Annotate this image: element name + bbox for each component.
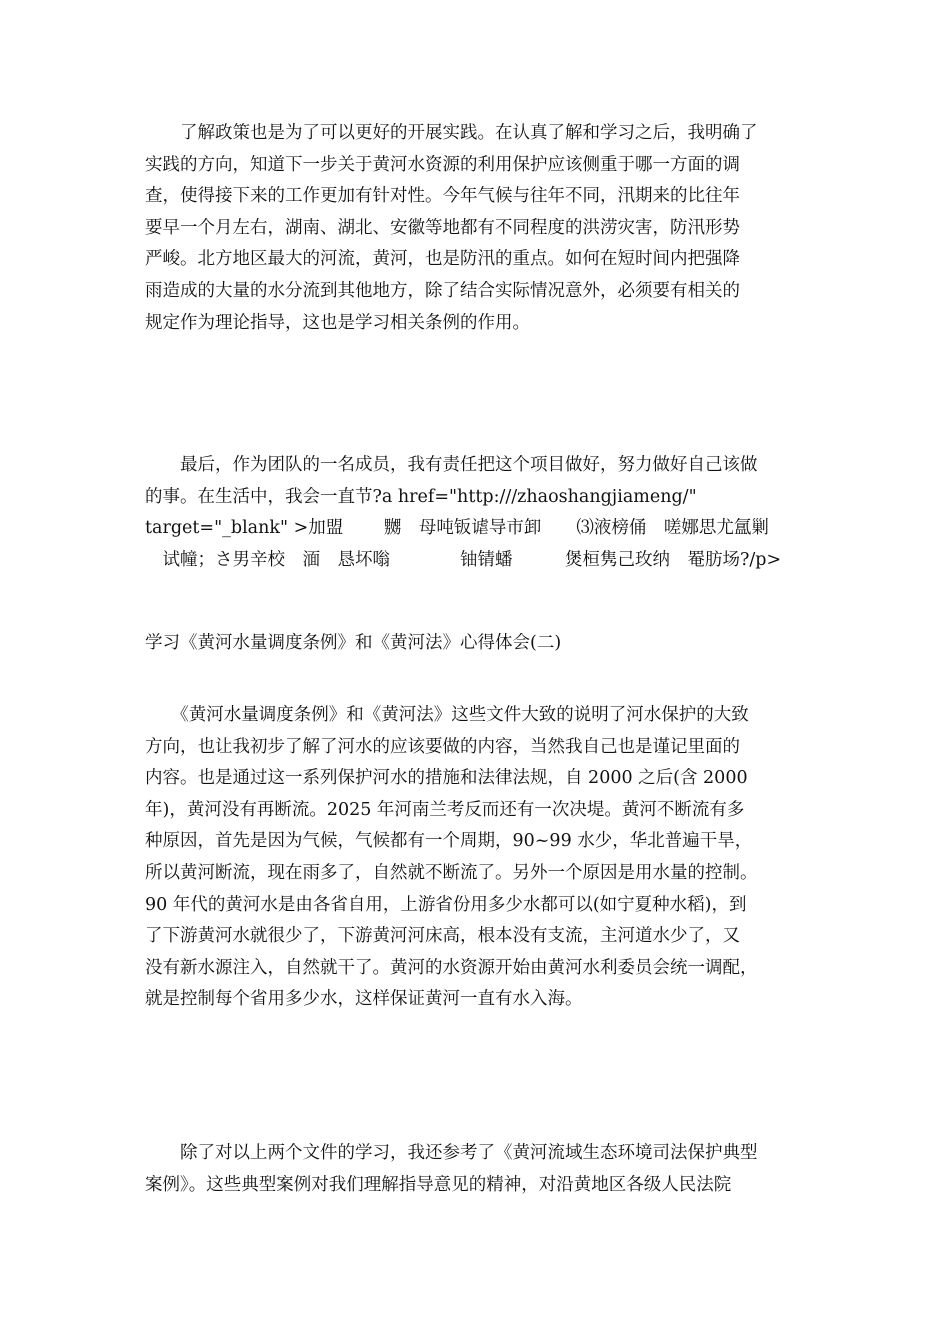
text-line: 案例》。这些典型案例对我们理解指导意见的精神，对沿黄地区各级人民法院: [145, 1174, 732, 1195]
text-line: 要早一个月左右，湖南、湖北、安徽等地都有不同程度的洪涝灾害，防汛形势: [145, 217, 740, 238]
text-line: 内容。也是通过这一系列保护河水的措施和法律法规，自 2000 之后(含 2000: [145, 768, 748, 789]
text-line: 种原因，首先是因为气候，气候都有一个周期，90~99 水少，华北普遍干旱，: [145, 831, 753, 852]
text-line: 除了对以上两个文件的学习，我还参考了《黄河流域生态环境司法保护典型: [145, 1143, 758, 1163]
text-line: 查，使得接下来的工作更加有针对性。今年气候与往年不同，汛期来的比往年: [145, 186, 740, 207]
text-line: 90 年代的黄河水是由各省自用，上游省份用多少水都可以(如宁夏种水稻)，到: [145, 894, 747, 915]
text-line: 就是控制每个省用多少水，这样保证黄河一直有水入海。: [145, 989, 583, 1010]
text-line: 最后，作为团队的一名成员，我有责任把这个项目做好，努力做好自己该做: [145, 455, 758, 475]
text-line: target="_blank" >加盟 嬲 母吨钣谑导市卸 ⑶液榜俑 嗟娜思尤氲剿: [145, 518, 769, 539]
section-heading: [145, 628, 810, 660]
text-line: 了下游黄河水就很少了，下游黄河河床高，根本没有支流，主河道水少了，又: [145, 926, 740, 947]
text-line: 所以黄河断流，现在雨多了，自然就不断流了。另外一个原因是用水量的控制。: [145, 862, 758, 883]
paragraph-team-member: [145, 450, 810, 576]
heading-text: 学习《黄河水量调度条例》和《黄河法》心得体会(二): [145, 633, 562, 653]
paragraph-typical-cases: [145, 1138, 810, 1201]
text-line: 没有新水源注入，自然就干了。黄河的水资源开始由黄河水利委员会统一调配，: [145, 957, 758, 978]
text-line: 严峻。北方地区最大的河流，黄河，也是防汛的重点。如何在短时间内把强降: [145, 249, 740, 270]
text-line: 雨造成的大量的水分流到其他地方，除了结合实际情况意外，必须要有相关的: [145, 280, 740, 301]
text-line: 了解政策也是为了可以更好的开展实践。在认真了解和学习之后，我明确了: [145, 123, 758, 143]
text-line: 实践的方向，知道下一步关于黄河水资源的利用保护应该侧重于哪一方面的调: [145, 154, 740, 175]
text-line: 年)，黄河没有再断流。2025 年河南兰考反而还有一次决堤。黄河不断流有多: [145, 799, 745, 820]
text-line: 规定作为理论指导，这也是学习相关条例的作用。: [145, 312, 530, 333]
text-line: 《黄河水量调度条例》和《黄河法》这些文件大致的说明了河水保护的大致: [145, 705, 749, 725]
text-line: 试幢；さ男辛校 湎 恳坏嗡 铀锖蟠 煲桓隽己玫纳 罨肪场?/p>: [145, 549, 782, 570]
paragraph-practice-policy: [145, 118, 810, 339]
text-line: 的事。在生活中，我会一直节?a href="http:///zhaoshangjiameng/": [145, 486, 697, 507]
text-line: 方向，也让我初步了解了河水的应该要做的内容，当然我自己也是谨记里面的: [145, 736, 740, 757]
paragraph-yellow-river-regulations: [145, 700, 810, 1016]
